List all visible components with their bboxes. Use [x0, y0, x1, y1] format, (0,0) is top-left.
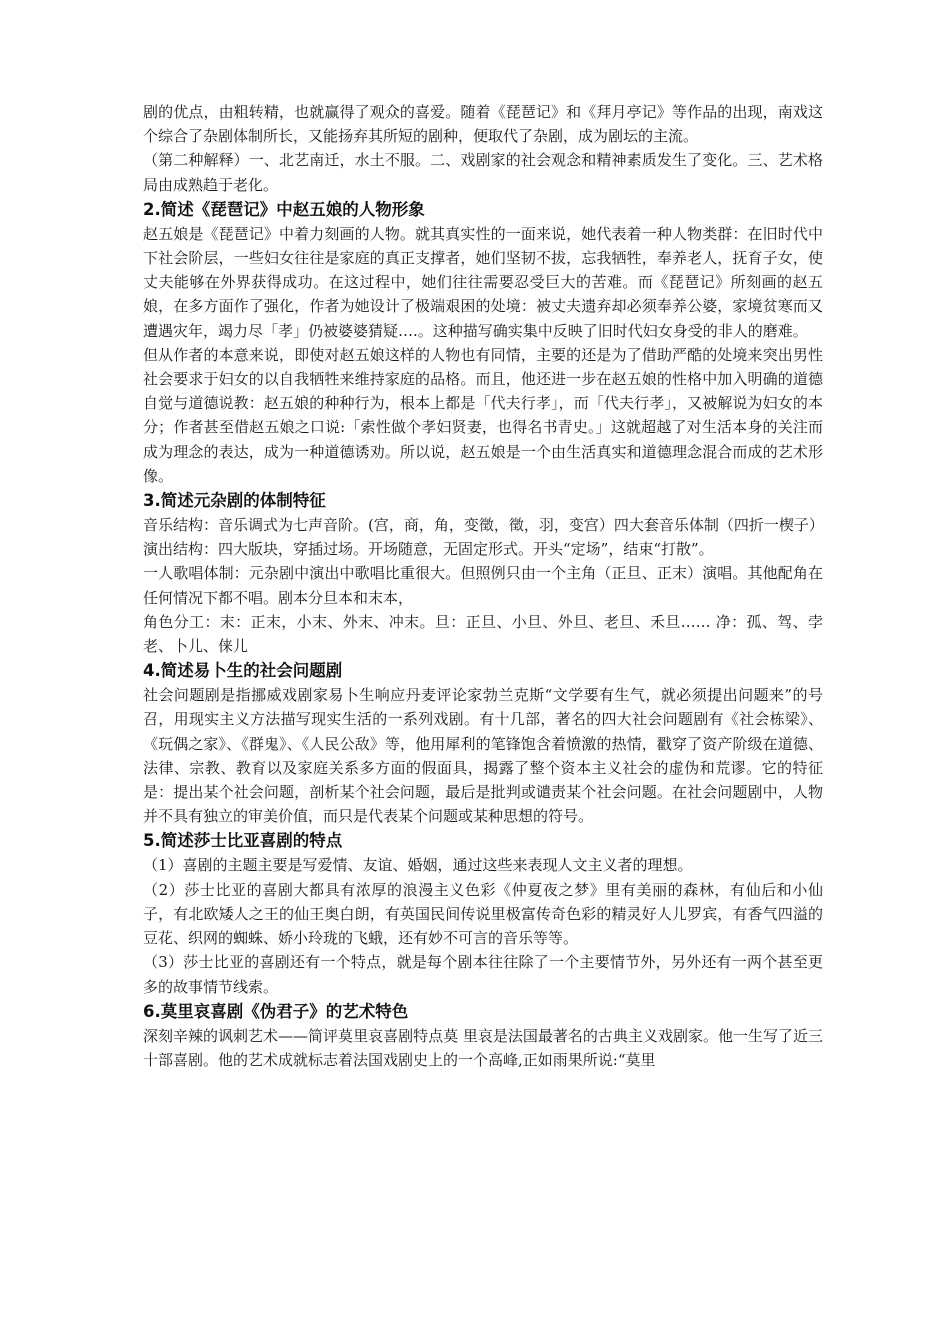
section-shakespeare [143, 828, 823, 998]
paragraph: 演出结构：四大版块，穿插过场。开场随意，无固定形式。开头“定场”，结束“打散”。 [143, 540, 714, 559]
paragraph: 赵五娘是《琵琶记》中着力刻画的人物。就其真实性的一面来说，她代表着一种人物类群：在旧时代中下社会阶层，一些妇女往往是家庭的真正支撑者，她们坚韧不拔，忘我牺牲，奉养老人，抚育子女，使丈夫能够在外界获得成功。在这过程中，她们往往需要忍受巨大的苦难。而《琵琶记》所刻画的赵五娘，在多方面作了强化，作者为她设计了极端艰困的处境：被丈夫遗弃却必须奉养公婆，家境贫寒而又遭遇灾年，竭力尽「孝」仍被婆婆猜疑….。这种描写确实集中反映了旧时代妇女身受的非人的磨难。 [143, 224, 823, 340]
paragraph: （第二种解释）一、北艺南迁，水土不服。二、戏剧家的社会观念和精神素质发生了变化。三、艺术格局由成熟趋于老化。 [143, 151, 823, 194]
paragraph: 剧的优点，由粗转精，也就赢得了观众的喜爱。随着《琵琶记》和《拜月亭记》等作品的出现，南戏这个综合了杂剧体制所长，又能扬弃其所短的剧种，便取代了杂剧，成为剧坛的主流。 [143, 103, 823, 146]
section-heading: 4.简述易卜生的社会问题剧 [143, 661, 343, 681]
paragraph: 但从作者的本意来说，即使对赵五娘这样的人物也有同情，主要的还是为了借助严酷的处境来突出男性社会要求于妇女的以自我牺牲来维持家庭的品格。而且，他还进一步在赵五娘的性格中加入明确的道德自觉与道德说教：赵五娘的种种行为，根本上都是「代夫行孝」，而「代夫行孝」，又被解说为妇女的本分；作者甚至借赵五娘之口说:「索性做个孝妇贤妻，也得名书青史。」这就超越了对生活本身的关注而成为理念的表达，成为一种道德诱劝。所以说，赵五娘是一个由生活真实和道德理念混合而成的艺术形像。 [143, 345, 823, 485]
section-heading: 2.简述《琵琶记》中赵五娘的人物形象 [143, 199, 425, 219]
paragraph: 一人歌唱体制：元杂剧中演出中歌唱比重很大。但照例只由一个主角（正旦、正末）演唱。其他配角在任何情况下都不唱。剧本分旦本和末本， [143, 564, 823, 607]
paragraph: （3）莎士比亚的喜剧还有一个特点，就是每个剧本往往除了一个主要情节外，另外还有一两个甚至更多的故事情节线索。 [143, 953, 823, 996]
paragraph: 深刻辛辣的讽刺艺术——简评莫里哀喜剧特点莫 里哀是法国最著名的古典主义戏剧家。他一生写了近三十部喜剧。他的艺术成就标志着法国戏剧史上的一个高峰,正如雨果所说:“莫里 [143, 1026, 823, 1069]
section-intro [143, 100, 823, 197]
section-heading: 5.简述莎士比亚喜剧的特点 [143, 831, 343, 851]
section-yuan-zaju [143, 488, 823, 658]
paragraph: （2）莎士比亚的喜剧大都具有浓厚的浪漫主义色彩《仲夏夜之梦》里有美丽的森林，有仙后和小仙子，有北欧矮人之王的仙王奥白朗，有英国民间传说里极富传奇色彩的精灵好人儿罗宾，有香气四溢的豆花、织网的蜘蛛、娇小玲珑的飞蛾，还有妙不可言的音乐等等。 [143, 880, 823, 948]
document-page [143, 100, 823, 1072]
paragraph: 音乐结构：音乐调式为七声音阶。(宫，商，角，变徵，徵，羽，变宫）四大套音乐体制（四折一楔子） [143, 516, 824, 535]
paragraph: （1）喜剧的主题主要是写爱情、友谊、婚姻，通过这些来表现人文主义者的理想。 [143, 856, 693, 875]
paragraph: 社会问题剧是指挪威戏剧家易卜生响应丹麦评论家勃兰克斯“文学要有生气，就必须提出问题来”的号召，用现实主义方法描写现实生活的一系列戏剧。有十几部，著名的四大社会问题剧有《社会栋梁》、《玩偶之家》、《群鬼》、《人民公敌》等，他用犀利的笔锋饱含着愤激的热情，戳穿了资产阶级在道德、法律、宗教、教育以及家庭关系多方面的假面具，揭露了整个资本主义社会的虚伪和荒谬。它的特征是：提出某个社会问题，剖析某个社会问题，最后是批判或谴责某个社会问题。在社会问题剧中，人物并不具有独立的审美价值，而只是代表某个问题或某种思想的符号。 [143, 686, 823, 826]
paragraph: 角色分工：末：正末，小末、外末、冲末。旦：正旦、小旦、外旦、老旦、禾旦…… 净：孤、驾、孛老、卜儿、俫儿 [143, 612, 823, 656]
section-heading: 3.简述元杂剧的体制特征 [143, 491, 326, 511]
section-zhao-wuniang [143, 197, 823, 488]
section-moliere [143, 999, 823, 1072]
section-heading: 6.莫里哀喜剧《伪君子》的艺术特色 [143, 1001, 409, 1021]
section-ibsen [143, 658, 823, 828]
